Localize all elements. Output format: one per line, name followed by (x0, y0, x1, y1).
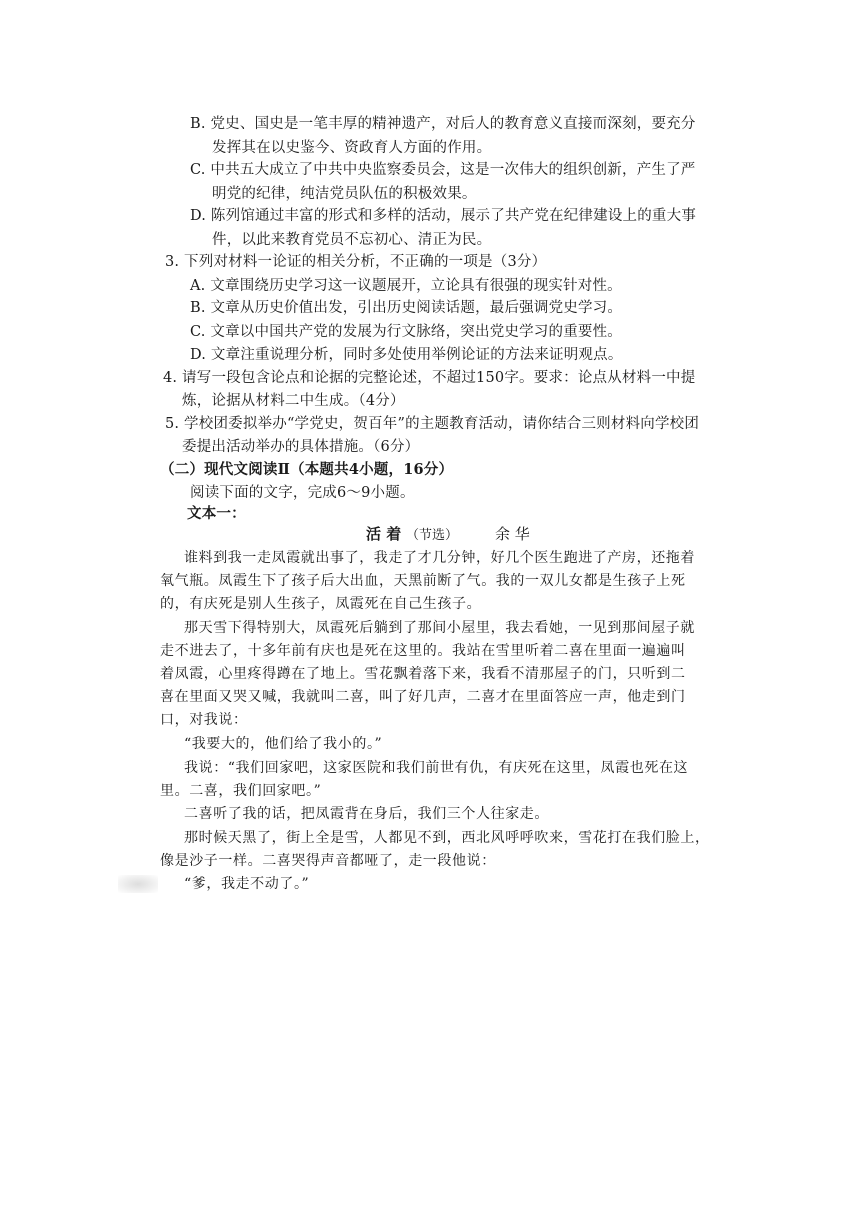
q5-line2: 委提出活动举办的具体措施。（6分） (182, 439, 420, 455)
scan-artifact (118, 875, 158, 893)
novel-line: 喜在里面又哭又喊，我就叫二喜，叫了好几声，二喜才在里面答应一声，他走到门 (160, 689, 686, 705)
novel-line: 我说：“我们回家吧，这家医院和我们前世有仇，有庆死在这里，凤霞也死在这 (184, 760, 689, 776)
novel-author: 余 华 (495, 525, 530, 543)
q3-option-b: B. 文章从历史价值出发，引出历史阅读话题，最后强调党史学习。 (190, 300, 623, 316)
novel-title: 活 着 (366, 525, 402, 543)
q3-option-d: D. 文章注重说理分析，同时多处使用举例论证的方法来证明观点。 (190, 347, 623, 363)
novel-line: 像是沙子一样。二喜哭得声音都哑了，走一段他说： (160, 853, 496, 869)
novel-line: 那天雪下得特别大，凤霞死后躺到了那间小屋里，我去看她，一见到那间屋子就 (184, 620, 695, 636)
novel-line: 走不进去了，十多年前有庆也是死在这里的。我站在雪里听着二喜在里面一遍遍叫 (160, 643, 686, 659)
q2-option-b-line1: B. 党史、国史是一笔丰厚的精神遗产，对后人的教育意义直接而深刻，要充分 (190, 116, 696, 132)
q4-line1: 4. 请写一段包含论点和论据的完整论述，不超过150字。要求：论点从材料一中提 (163, 370, 696, 386)
novel-title-row (366, 523, 458, 544)
novel-line: “我要大的，他们给了我小的。” (184, 736, 383, 752)
novel-line: 的，有庆死是别人生孩子，凤霞死在自己生孩子。 (160, 596, 482, 612)
novel-line: 那时候天黑了，街上全是雪，人都见不到，西北风呼呼吹来，雪花打在我们脸上， (184, 830, 710, 846)
novel-line: 着凤霞，心里疼得蹲在了地上。雪花飘着落下来，我看不清那屋子的门，只听到二 (160, 666, 686, 682)
novel-line: “爹，我走不动了。” (184, 876, 310, 892)
novel-line: 氧气瓶。凤霞生下了孩子后大出血，天黑前断了气。我的一双儿女都是生孩子上死 (160, 573, 686, 589)
novel-line: 口，对我说： (160, 712, 248, 728)
q5-line1: 5. 学校团委拟举办“学党史，贺百年”的主题教育活动，请你结合三则材料向学校团 (165, 416, 700, 432)
q2-option-d-line1: D. 陈列馆通过丰富的形式和多样的活动，展示了共产党在纪律建设上的重大事 (190, 208, 697, 224)
q3-option-c: C. 文章以中国共产党的发展为行文脉络，突出党史学习的重要性。 (190, 324, 622, 340)
section-heading: （二）现代文阅读Ⅱ（本题共4小题，16分） (160, 461, 454, 478)
q2-option-c-line1: C. 中共五大成立了中共中央监察委员会，这是一次伟大的组织创新，产生了严 (190, 162, 696, 178)
q2-option-d-line2: 件，以此来教育党员不忘初心、清正为民。 (212, 232, 492, 248)
novel-line: 里。二喜，我们回家吧。” (160, 783, 322, 799)
text-label: 文本一： (187, 505, 246, 522)
q4-line2: 炼，论据从材料二中生成。（4分） (182, 393, 405, 409)
q2-option-b-line2: 发挥其在以史鉴今、资政育人方面的作用。 (212, 140, 492, 156)
q3-stem: 3. 下列对材料一论证的相关分析，不正确的一项是（3分） (165, 254, 547, 270)
novel-line: 谁料到我一走凤霞就出事了，我走了才几分钟，好几个医生跑进了产房，还拖着 (184, 550, 695, 566)
q2-option-c-line2: 明党的纪律，纯洁党员队伍的积极效果。 (212, 186, 477, 202)
q3-option-a: A. 文章围绕历史学习这一议题展开，立论具有很强的现实针对性。 (190, 278, 622, 294)
novel-line: 二喜听了我的话，把凤霞背在身后，我们三个人往家走。 (184, 806, 549, 822)
section-instruction: 阅读下面的文字，完成6～9小题。 (190, 485, 415, 501)
novel-subtitle: （节选） (406, 528, 459, 543)
